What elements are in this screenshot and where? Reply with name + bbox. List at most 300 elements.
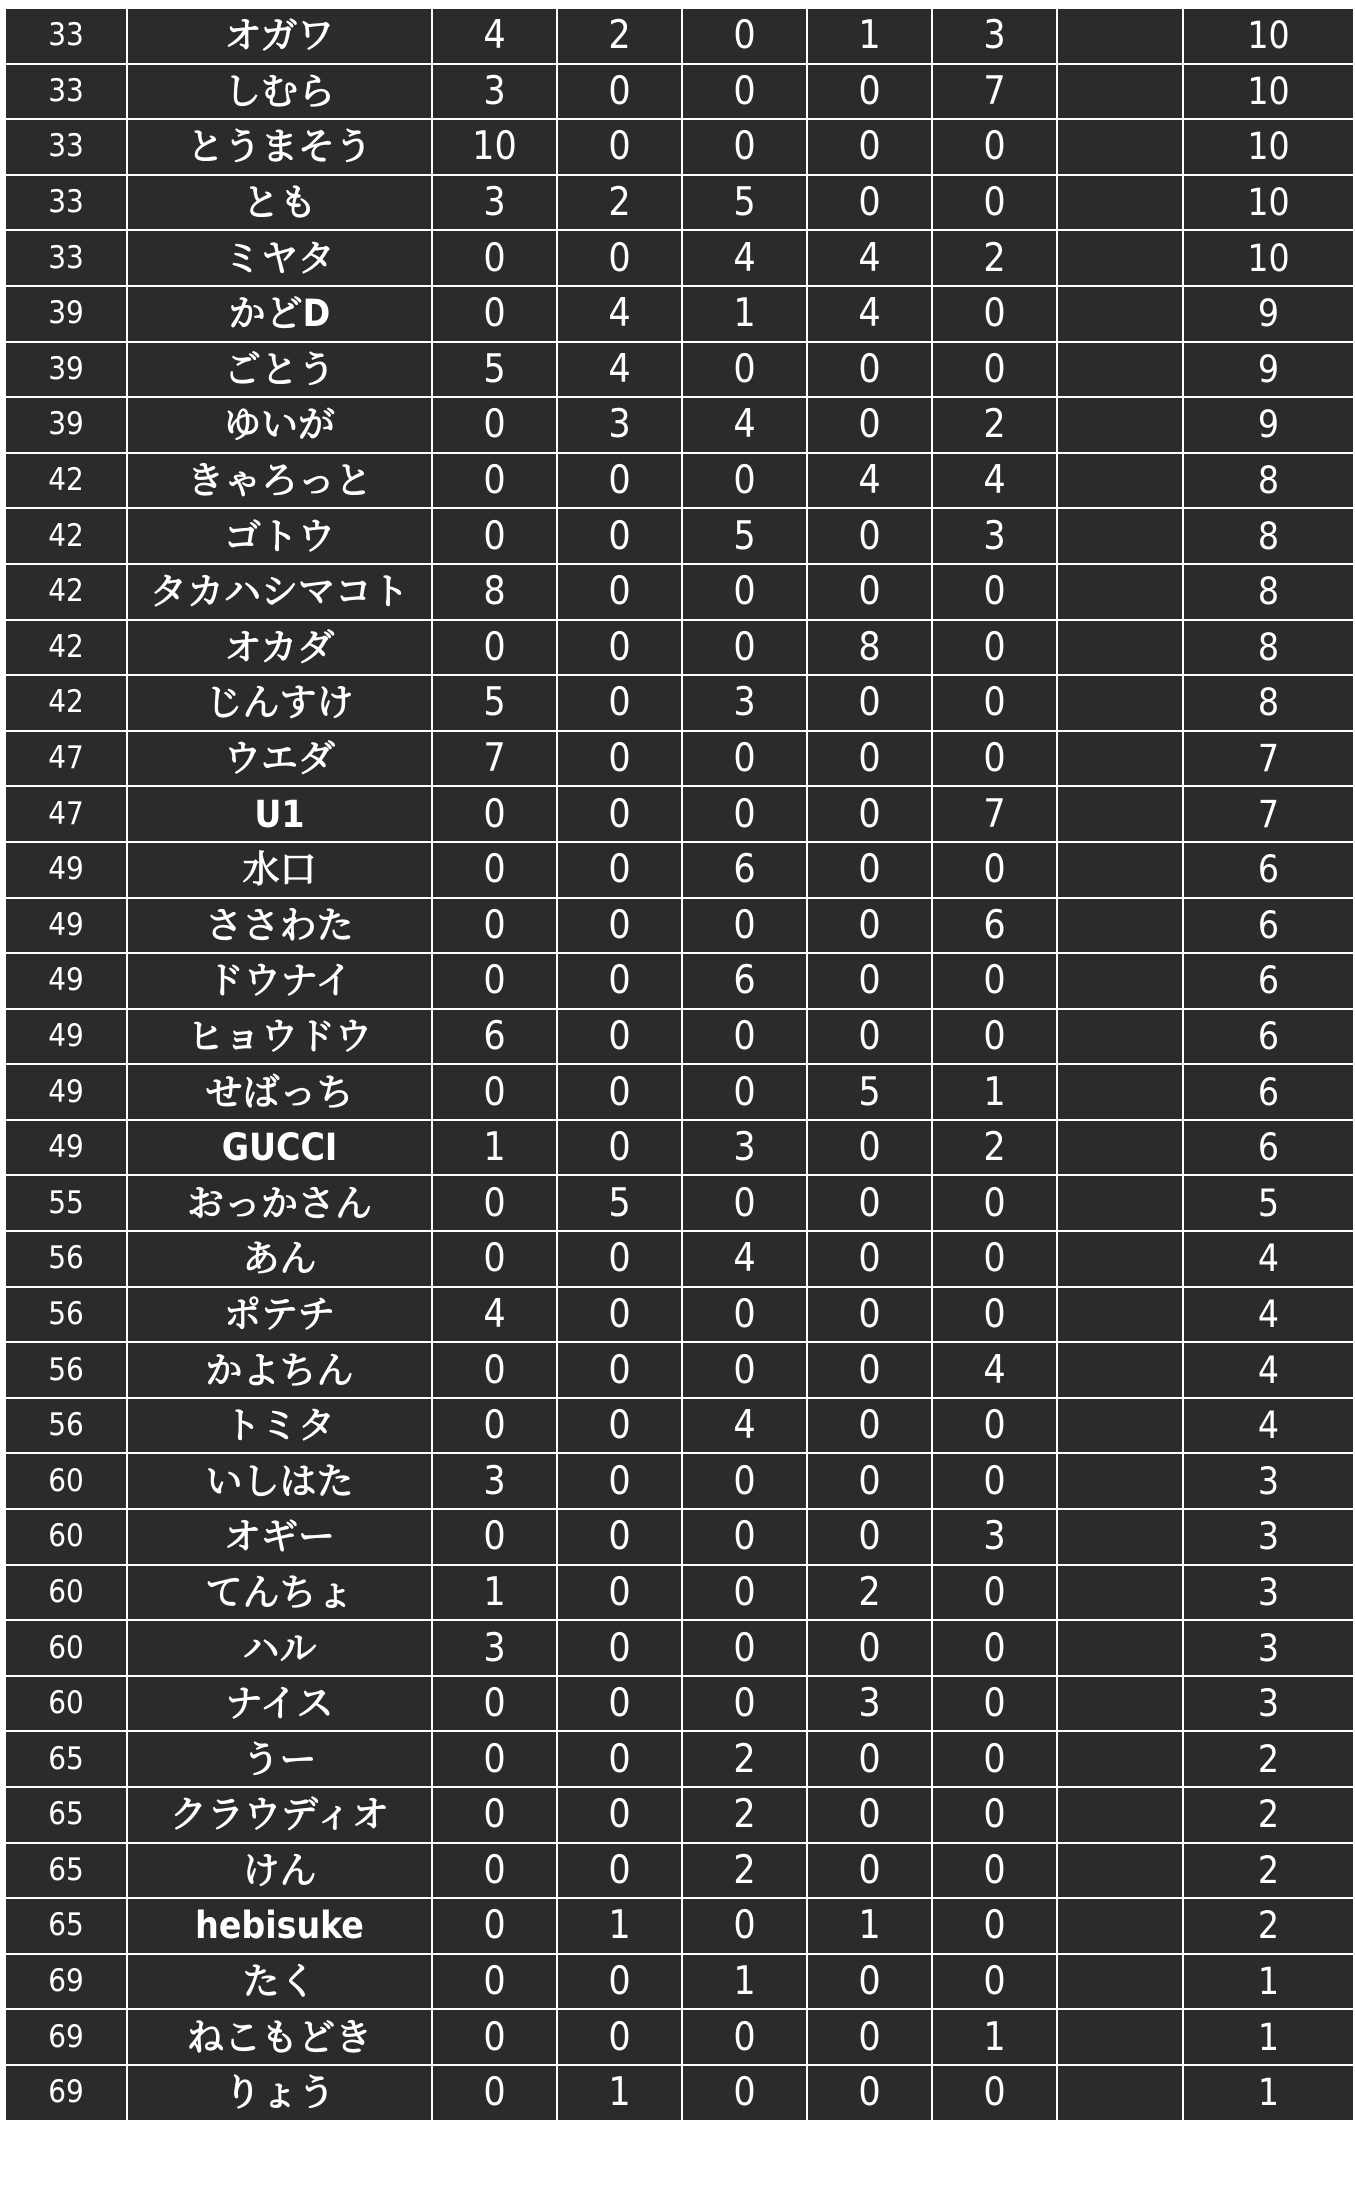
score-cell: 0 (932, 1565, 1057, 1621)
score-cell: 1 (807, 8, 932, 64)
score-cell: 4 (682, 1231, 807, 1287)
score-cell: 0 (432, 286, 557, 342)
player-name-cell: きゃろっと (127, 453, 432, 509)
score-cell: 0 (807, 175, 932, 231)
player-name-cell: ねこもどき (127, 2009, 432, 2065)
rank-cell: 39 (5, 397, 127, 453)
total-cell: 6 (1183, 1009, 1354, 1065)
score-cell: 0 (432, 953, 557, 1009)
rank-cell: 55 (5, 1175, 127, 1231)
table-row (5, 1954, 1354, 2010)
total-cell: 7 (1183, 731, 1354, 787)
player-name-cell: おっかさん (127, 1175, 432, 1231)
score-cell: 1 (807, 1898, 932, 1954)
score-cell: 0 (557, 1120, 682, 1176)
score-cell: 0 (932, 1009, 1057, 1065)
score-cell: 0 (557, 1620, 682, 1676)
table-row (5, 731, 1354, 787)
score-cell: 0 (807, 1954, 932, 2010)
score-cell: 0 (682, 2009, 807, 2065)
player-name-cell: じんすけ (127, 675, 432, 731)
score-cell: 0 (432, 1509, 557, 1565)
score-cell: 5 (682, 508, 807, 564)
rank-cell: 60 (5, 1509, 127, 1565)
total-cell: 3 (1183, 1453, 1354, 1509)
score-cell: 0 (807, 1231, 932, 1287)
empty-cell (1057, 1009, 1183, 1065)
score-cell: 0 (807, 1175, 932, 1231)
score-cell: 0 (932, 175, 1057, 231)
score-cell: 0 (682, 1509, 807, 1565)
score-cell: 0 (932, 731, 1057, 787)
table-row (5, 230, 1354, 286)
table-row (5, 1453, 1354, 1509)
score-cell: 0 (432, 1064, 557, 1120)
player-name-cell: ゆいが (127, 397, 432, 453)
score-cell: 1 (432, 1120, 557, 1176)
score-cell: 0 (807, 508, 932, 564)
score-cell: 0 (557, 564, 682, 620)
score-cell: 0 (557, 230, 682, 286)
score-cell: 0 (682, 1175, 807, 1231)
player-name-cell: いしはた (127, 1453, 432, 1509)
rank-cell: 33 (5, 230, 127, 286)
player-name-cell: かどD (127, 286, 432, 342)
table-row (5, 8, 1354, 64)
score-cell: 0 (932, 1898, 1057, 1954)
score-cell: 0 (557, 2009, 682, 2065)
rank-cell: 39 (5, 286, 127, 342)
score-cell: 0 (682, 1620, 807, 1676)
player-name-cell: かよちん (127, 1342, 432, 1398)
rank-cell: 33 (5, 119, 127, 175)
total-cell: 1 (1183, 2009, 1354, 2065)
total-cell: 6 (1183, 898, 1354, 954)
empty-cell (1057, 286, 1183, 342)
score-cell: 2 (932, 230, 1057, 286)
score-cell: 0 (807, 1398, 932, 1454)
empty-cell (1057, 64, 1183, 120)
score-cell: 3 (932, 508, 1057, 564)
rank-cell: 47 (5, 786, 127, 842)
score-cell: 0 (432, 786, 557, 842)
score-cell: 0 (807, 1620, 932, 1676)
score-cell: 4 (682, 397, 807, 453)
empty-cell (1057, 953, 1183, 1009)
score-cell: 3 (432, 1620, 557, 1676)
score-cell: 4 (807, 453, 932, 509)
score-cell: 0 (807, 953, 932, 1009)
score-cell: 0 (682, 1453, 807, 1509)
rank-cell: 49 (5, 1064, 127, 1120)
rank-cell: 49 (5, 953, 127, 1009)
table-row (5, 1342, 1354, 1398)
empty-cell (1057, 898, 1183, 954)
score-cell: 0 (682, 1064, 807, 1120)
score-cell: 0 (932, 842, 1057, 898)
rank-cell: 65 (5, 1843, 127, 1899)
rank-cell: 56 (5, 1342, 127, 1398)
table-row (5, 620, 1354, 676)
table-row (5, 1120, 1354, 1176)
empty-cell (1057, 1509, 1183, 1565)
total-cell: 10 (1183, 119, 1354, 175)
table-row (5, 564, 1354, 620)
score-cell: 1 (932, 2009, 1057, 2065)
ranking-body (5, 8, 1354, 2121)
total-cell: 7 (1183, 786, 1354, 842)
empty-cell (1057, 1453, 1183, 1509)
total-cell: 8 (1183, 508, 1354, 564)
score-cell: 0 (432, 397, 557, 453)
score-cell: 4 (682, 1398, 807, 1454)
score-cell: 4 (932, 453, 1057, 509)
rank-cell: 49 (5, 842, 127, 898)
score-cell: 3 (932, 8, 1057, 64)
score-cell: 0 (682, 1676, 807, 1732)
empty-cell (1057, 230, 1183, 286)
rank-cell: 33 (5, 64, 127, 120)
empty-cell (1057, 1731, 1183, 1787)
table-row (5, 2009, 1354, 2065)
score-cell: 0 (682, 119, 807, 175)
player-name-cell: せばっち (127, 1064, 432, 1120)
total-cell: 6 (1183, 1120, 1354, 1176)
table-row (5, 953, 1354, 1009)
score-cell: 0 (432, 898, 557, 954)
empty-cell (1057, 1342, 1183, 1398)
score-cell: 0 (432, 1787, 557, 1843)
score-cell: 0 (932, 620, 1057, 676)
score-cell: 1 (557, 1898, 682, 1954)
table-row (5, 1175, 1354, 1231)
score-cell: 0 (682, 1565, 807, 1621)
table-row (5, 1787, 1354, 1843)
score-cell: 2 (932, 1120, 1057, 1176)
score-cell: 0 (557, 1565, 682, 1621)
empty-cell (1057, 175, 1183, 231)
score-cell: 0 (807, 1287, 932, 1343)
score-cell: 0 (807, 786, 932, 842)
score-cell: 0 (432, 842, 557, 898)
score-cell: 0 (682, 8, 807, 64)
empty-cell (1057, 2009, 1183, 2065)
score-cell: 0 (557, 1287, 682, 1343)
rank-cell: 60 (5, 1565, 127, 1621)
score-cell: 0 (932, 1453, 1057, 1509)
player-name-cell: hebisuke (127, 1898, 432, 1954)
empty-cell (1057, 1064, 1183, 1120)
total-cell: 3 (1183, 1676, 1354, 1732)
player-name-cell: ナイス (127, 1676, 432, 1732)
total-cell: 4 (1183, 1287, 1354, 1343)
score-cell: 0 (932, 1398, 1057, 1454)
player-name-cell: U1 (127, 786, 432, 842)
score-cell: 4 (432, 1287, 557, 1343)
total-cell: 2 (1183, 1898, 1354, 1954)
table-row (5, 175, 1354, 231)
empty-cell (1057, 8, 1183, 64)
table-row (5, 1509, 1354, 1565)
empty-cell (1057, 119, 1183, 175)
score-cell: 0 (807, 898, 932, 954)
total-cell: 9 (1183, 397, 1354, 453)
score-cell: 1 (932, 1064, 1057, 1120)
table-row (5, 842, 1354, 898)
total-cell: 10 (1183, 175, 1354, 231)
score-cell: 8 (432, 564, 557, 620)
score-cell: 0 (432, 1843, 557, 1899)
total-cell: 8 (1183, 675, 1354, 731)
score-cell: 2 (557, 175, 682, 231)
player-name-cell: とも (127, 175, 432, 231)
total-cell: 4 (1183, 1342, 1354, 1398)
rank-cell: 60 (5, 1453, 127, 1509)
player-name-cell: りょう (127, 2065, 432, 2121)
score-cell: 3 (682, 675, 807, 731)
score-cell: 4 (557, 342, 682, 398)
total-cell: 10 (1183, 64, 1354, 120)
player-name-cell: ウエダ (127, 731, 432, 787)
score-cell: 0 (807, 564, 932, 620)
table-row (5, 1676, 1354, 1732)
empty-cell (1057, 1620, 1183, 1676)
score-cell: 0 (682, 453, 807, 509)
total-cell: 1 (1183, 2065, 1354, 2121)
total-cell: 3 (1183, 1565, 1354, 1621)
score-cell: 0 (557, 1676, 682, 1732)
score-cell: 0 (932, 1175, 1057, 1231)
table-row (5, 64, 1354, 120)
score-cell: 0 (432, 1731, 557, 1787)
total-cell: 2 (1183, 1731, 1354, 1787)
score-cell: 0 (432, 1898, 557, 1954)
score-cell: 6 (432, 1009, 557, 1065)
player-name-cell: ポテチ (127, 1287, 432, 1343)
total-cell: 8 (1183, 564, 1354, 620)
score-cell: 0 (932, 1731, 1057, 1787)
empty-cell (1057, 1676, 1183, 1732)
player-name-cell: クラウディオ (127, 1787, 432, 1843)
score-cell: 0 (432, 230, 557, 286)
rank-cell: 39 (5, 342, 127, 398)
score-cell: 0 (557, 1342, 682, 1398)
total-cell: 10 (1183, 8, 1354, 64)
table-row (5, 1287, 1354, 1343)
rank-cell: 69 (5, 2065, 127, 2121)
score-cell: 0 (557, 731, 682, 787)
empty-cell (1057, 1843, 1183, 1899)
score-cell: 0 (807, 1342, 932, 1398)
score-cell: 0 (807, 2065, 932, 2121)
table-row (5, 1064, 1354, 1120)
score-cell: 0 (432, 1231, 557, 1287)
table-row (5, 1231, 1354, 1287)
score-cell: 5 (807, 1064, 932, 1120)
score-cell: 0 (932, 1843, 1057, 1899)
table-row (5, 286, 1354, 342)
total-cell: 3 (1183, 1620, 1354, 1676)
score-cell: 0 (432, 453, 557, 509)
score-cell: 0 (807, 119, 932, 175)
total-cell: 2 (1183, 1787, 1354, 1843)
player-name-cell: けん (127, 1843, 432, 1899)
empty-cell (1057, 1565, 1183, 1621)
ranking-table (4, 7, 1355, 2122)
score-cell: 0 (557, 786, 682, 842)
score-cell: 5 (432, 342, 557, 398)
score-cell: 1 (432, 1565, 557, 1621)
score-cell: 4 (432, 8, 557, 64)
score-cell: 6 (932, 898, 1057, 954)
score-cell: 0 (557, 675, 682, 731)
score-cell: 3 (557, 397, 682, 453)
empty-cell (1057, 620, 1183, 676)
table-row (5, 675, 1354, 731)
score-cell: 0 (807, 64, 932, 120)
total-cell: 9 (1183, 342, 1354, 398)
score-cell: 0 (432, 1954, 557, 2010)
player-name-cell: とうまそう (127, 119, 432, 175)
score-cell: 0 (432, 2065, 557, 2121)
empty-cell (1057, 1898, 1183, 1954)
total-cell: 8 (1183, 453, 1354, 509)
score-cell: 0 (807, 342, 932, 398)
rank-cell: 49 (5, 1120, 127, 1176)
score-cell: 0 (557, 1731, 682, 1787)
rank-cell: 42 (5, 675, 127, 731)
player-name-cell: ドウナイ (127, 953, 432, 1009)
score-cell: 4 (682, 230, 807, 286)
table-row (5, 508, 1354, 564)
empty-cell (1057, 1231, 1183, 1287)
score-cell: 4 (807, 286, 932, 342)
score-cell: 0 (932, 1287, 1057, 1343)
empty-cell (1057, 1120, 1183, 1176)
total-cell: 2 (1183, 1843, 1354, 1899)
score-cell: 8 (807, 620, 932, 676)
score-cell: 4 (932, 1342, 1057, 1398)
total-cell: 4 (1183, 1398, 1354, 1454)
score-cell: 0 (557, 1787, 682, 1843)
score-cell: 0 (932, 1676, 1057, 1732)
score-cell: 0 (557, 119, 682, 175)
player-name-cell: オガワ (127, 8, 432, 64)
score-cell: 4 (557, 286, 682, 342)
score-cell: 0 (932, 342, 1057, 398)
score-cell: 0 (682, 1287, 807, 1343)
score-cell: 0 (432, 1175, 557, 1231)
score-cell: 4 (807, 230, 932, 286)
score-cell: 3 (432, 175, 557, 231)
score-cell: 0 (432, 2009, 557, 2065)
total-cell: 6 (1183, 1064, 1354, 1120)
player-name-cell: オギー (127, 1509, 432, 1565)
player-name-cell: しむら (127, 64, 432, 120)
score-cell: 7 (932, 786, 1057, 842)
table-row (5, 397, 1354, 453)
empty-cell (1057, 842, 1183, 898)
player-name-cell: ささわた (127, 898, 432, 954)
rank-cell: 42 (5, 564, 127, 620)
empty-cell (1057, 1787, 1183, 1843)
player-name-cell: GUCCI (127, 1120, 432, 1176)
score-cell: 0 (807, 731, 932, 787)
score-cell: 0 (932, 1954, 1057, 2010)
score-cell: 0 (432, 1398, 557, 1454)
score-cell: 2 (682, 1787, 807, 1843)
table-row (5, 1565, 1354, 1621)
player-name-cell: トミタ (127, 1398, 432, 1454)
score-cell: 0 (432, 508, 557, 564)
rank-cell: 33 (5, 175, 127, 231)
score-cell: 0 (807, 1453, 932, 1509)
score-cell: 0 (807, 2009, 932, 2065)
table-row (5, 2065, 1354, 2121)
player-name-cell: ミヤタ (127, 230, 432, 286)
score-cell: 0 (432, 620, 557, 676)
score-cell: 2 (557, 8, 682, 64)
score-cell: 0 (682, 2065, 807, 2121)
empty-cell (1057, 564, 1183, 620)
empty-cell (1057, 1398, 1183, 1454)
rank-cell: 42 (5, 453, 127, 509)
score-cell: 0 (807, 397, 932, 453)
score-cell: 5 (682, 175, 807, 231)
table-row (5, 898, 1354, 954)
rank-cell: 42 (5, 508, 127, 564)
player-name-cell: たく (127, 1954, 432, 2010)
total-cell: 5 (1183, 1175, 1354, 1231)
score-cell: 0 (557, 1843, 682, 1899)
score-cell: 0 (932, 1620, 1057, 1676)
table-row (5, 1398, 1354, 1454)
rank-cell: 33 (5, 8, 127, 64)
player-name-cell: うー (127, 1731, 432, 1787)
score-cell: 0 (557, 64, 682, 120)
score-cell: 0 (682, 731, 807, 787)
empty-cell (1057, 508, 1183, 564)
score-cell: 1 (682, 1954, 807, 2010)
score-cell: 0 (557, 1954, 682, 2010)
score-cell: 0 (682, 1009, 807, 1065)
score-cell: 0 (932, 119, 1057, 175)
score-cell: 0 (932, 1231, 1057, 1287)
score-cell: 0 (932, 953, 1057, 1009)
table-row (5, 342, 1354, 398)
empty-cell (1057, 397, 1183, 453)
table-row (5, 1898, 1354, 1954)
table-row (5, 1009, 1354, 1065)
empty-cell (1057, 675, 1183, 731)
score-cell: 0 (557, 1453, 682, 1509)
score-cell: 0 (807, 842, 932, 898)
rank-cell: 49 (5, 1009, 127, 1065)
score-cell: 3 (682, 1120, 807, 1176)
rank-cell: 42 (5, 620, 127, 676)
player-name-cell: ハル (127, 1620, 432, 1676)
score-cell: 2 (682, 1843, 807, 1899)
score-cell: 0 (682, 1342, 807, 1398)
rank-cell: 47 (5, 731, 127, 787)
score-cell: 5 (432, 675, 557, 731)
rank-cell: 60 (5, 1676, 127, 1732)
score-cell: 3 (432, 1453, 557, 1509)
total-cell: 8 (1183, 620, 1354, 676)
score-cell: 0 (807, 1843, 932, 1899)
score-cell: 2 (932, 397, 1057, 453)
rank-cell: 65 (5, 1731, 127, 1787)
